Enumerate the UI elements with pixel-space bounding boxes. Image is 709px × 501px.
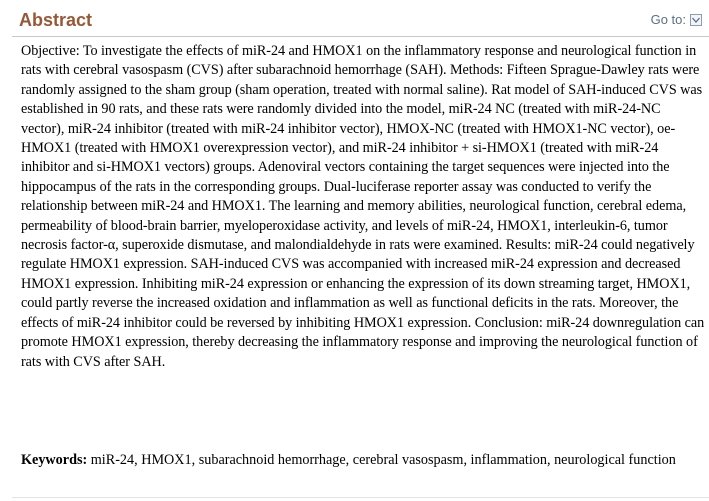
bottom-divider	[12, 497, 709, 498]
abstract-header	[0, 0, 709, 38]
section-title: Abstract	[19, 10, 93, 30]
chevron-down-icon[interactable]	[690, 14, 702, 26]
keywords-text: miR-24, HMOX1, subarachnoid hemorrhage, cerebral vasospasm, inflammation, neurological function	[90, 452, 676, 468]
keywords-paragraph	[21, 451, 707, 470]
goto-menu[interactable]	[651, 12, 702, 28]
keywords-label: Keywords:	[21, 452, 88, 468]
goto-label[interactable]: Go to:	[650, 12, 686, 27]
header-divider	[12, 36, 709, 37]
abstract-text: Objective: To investigate the effects of miR-24 and HMOX1 on the inflammatory response and neurological function in rats with cerebral vasospasm (CVS) after subarachnoid hemorrhage (SAH). Methods: Fifteen Sprague-Dawley rats were randomly assigned to the sham group (sham operation, treated with normal saline). Rat model of SAH-induced CVS was established in 90 rats, and these rats were randomly divided into the model, miR-24 NC (treated with miR-24-NC vector), miR-24 inhibitor (treated with miR-24 inhibitor vector), HMOX-NC (treated with HMOX1-NC vector), oe-HMOX1 (treated with HMOX1 overexpression vector), and miR-24 inhibitor + si-HMOX1 (treated with miR-24 inhibitor and si-HMOX1 vectors) groups. Adenoviral vectors containing the target sequences were injected into the hippocampus of the rats in the corresponding groups. Dual-luciferase reporter assay was conducted to verify the relationship between miR-24 and HMOX1. The learning and memory abilities, neurological function, cerebral edema, permeability of blood-brain barrier, myeloperoxidase activity, and levels of miR-24, HMOX1, interleukin-6, tumor necrosis factor-α, superoxide dismutase, and malondialdehyde in rats were examined. Results: miR-24 could negatively regulate HMOX1 expression. SAH-induced CVS was accompanied with increased miR-24 expression and decreased HMOX1 expression. Inhibiting miR-24 expression or enhancing the expression of its down streaming target, HMOX1, could partly reverse the increased oxidation and inflammation as well as functional deficits in the rats. Moreover, the effects of miR-24 inhibitor could be reversed by inhibiting HMOX1 expression. Conclusion: miR-24 downregulation can promote HMOX1 expression, thereby decreasing the inflammatory response and improving the neurological function of rats with CVS after SAH.	[21, 43, 705, 370]
